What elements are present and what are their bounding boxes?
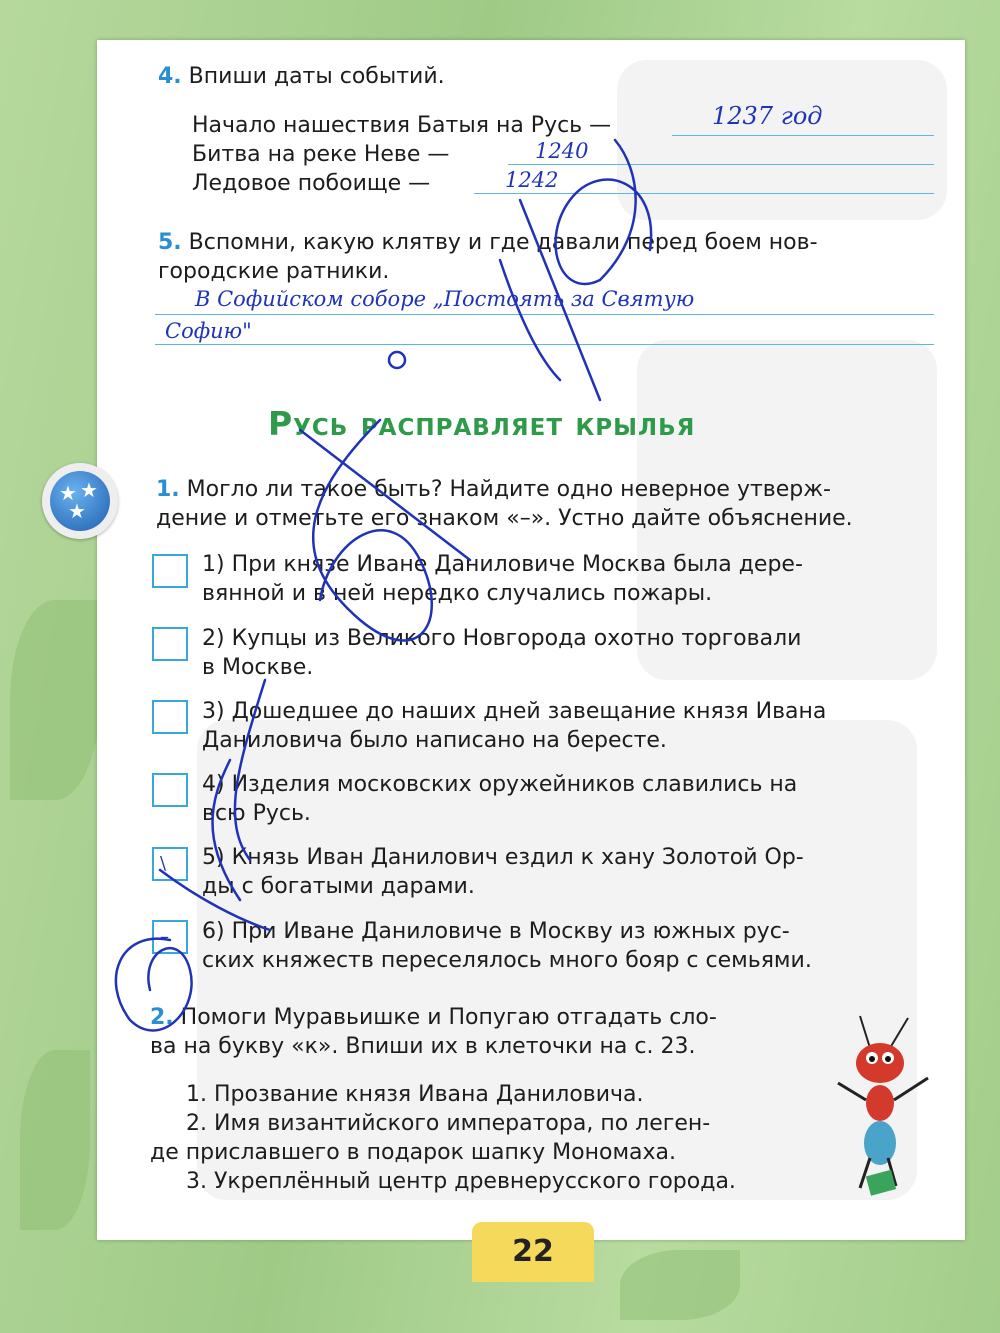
answer-checkbox[interactable] xyxy=(152,773,188,807)
statement-text: Даниловича было написано на бересте. xyxy=(202,728,667,753)
answer-line xyxy=(155,344,934,345)
clue-text: 2. Имя византийского императора, по леген- xyxy=(186,1111,711,1136)
task-number: 1. xyxy=(156,477,180,502)
answer-text[interactable]: 1240 xyxy=(535,139,589,163)
answer-checkbox[interactable] xyxy=(152,700,188,734)
show-through xyxy=(617,60,947,220)
answer-checkbox[interactable] xyxy=(152,554,188,588)
answer-text[interactable]: 1237 год xyxy=(712,102,823,130)
checkbox-mark: \ xyxy=(160,853,167,874)
answer-line xyxy=(155,314,934,315)
statement-text: в Москве. xyxy=(202,655,314,680)
exercise2-heading xyxy=(150,1003,717,1032)
leaf-decoration xyxy=(620,1250,740,1320)
leaf-decoration xyxy=(20,1050,90,1230)
answer-text[interactable]: Софию" xyxy=(165,319,252,343)
statement-text: 4) Изделия московских оружейников славились на xyxy=(202,772,798,797)
answer-text[interactable]: В Софийском соборе „Постоять за Святую xyxy=(195,287,695,311)
answer-checkbox[interactable] xyxy=(152,920,188,954)
date-label: Ледовое побоище — xyxy=(192,171,431,196)
statement-text: ды с богатыми дарами. xyxy=(202,874,475,899)
statement-text: всю Русь. xyxy=(202,801,311,826)
clue-text: де приславшего в подарок шапку Мономаха. xyxy=(150,1140,677,1165)
page-number: 22 xyxy=(512,1234,554,1269)
leaf-decoration xyxy=(10,600,100,800)
task-prompt: городские ратники. xyxy=(158,259,390,284)
date-label: Битва на реке Неве — xyxy=(192,142,450,167)
statement-text: ских княжеств переселялось много бояр с семьями. xyxy=(202,948,812,973)
task-prompt: Могло ли такое быть? Найдите одно неверное утверж- xyxy=(186,477,831,502)
answer-checkbox[interactable] xyxy=(152,847,188,881)
task-prompt: ва на букву «к». Впиши их в клеточки на с. 23. xyxy=(150,1034,696,1059)
page-number-tab xyxy=(472,1222,594,1282)
task-number: 4. xyxy=(158,64,182,89)
stars-badge-icon: ★ ★ ★ xyxy=(42,463,118,539)
statement-text: 1) При князе Иване Даниловиче Москва была дере- xyxy=(202,552,803,577)
clue-text: 1. Прозвание князя Ивана Даниловича. xyxy=(186,1082,644,1107)
answer-line xyxy=(474,193,934,194)
date-label: Начало нашествия Батыя на Русь — xyxy=(192,113,612,138)
statement-text: 6) При Иване Даниловиче в Москву из южных рус- xyxy=(202,919,790,944)
task-number: 5. xyxy=(158,230,182,255)
ant-mascot-icon xyxy=(830,1008,940,1208)
task5-heading xyxy=(158,228,818,257)
statement-text: 5) Князь Иван Данилович ездил к хану Золотой Ор- xyxy=(202,845,804,870)
statement-text: 3) Дошедшее до наших дней завещание князя Ивана xyxy=(202,699,827,724)
answer-text[interactable]: 1242 xyxy=(505,168,559,192)
exercise1-heading xyxy=(156,475,831,504)
task-prompt: Вспомни, какую клятву и где давали перед боем нов- xyxy=(188,230,818,255)
task-prompt: дение и отметьте его знаком «–». Устно дайте объяснение. xyxy=(156,506,853,531)
task-prompt: Впиши даты событий. xyxy=(188,64,445,89)
answer-line xyxy=(672,135,934,136)
task-prompt: Помоги Муравьишке и Попугаю отгадать сло- xyxy=(180,1005,717,1030)
answer-checkbox[interactable] xyxy=(152,627,188,661)
clue-text: 3. Укреплённый центр древнерусского города. xyxy=(186,1169,736,1194)
section-title: Русь расправляет крылья xyxy=(268,404,696,443)
answer-line xyxy=(508,164,934,165)
statement-text: 2) Купцы из Великого Новгорода охотно торговали xyxy=(202,626,802,651)
task4-heading xyxy=(158,62,445,91)
checkbox-mark: – xyxy=(160,926,169,947)
statement-text: вянной и в ней нередко случались пожары. xyxy=(202,581,713,606)
task-number: 2. xyxy=(150,1005,174,1030)
